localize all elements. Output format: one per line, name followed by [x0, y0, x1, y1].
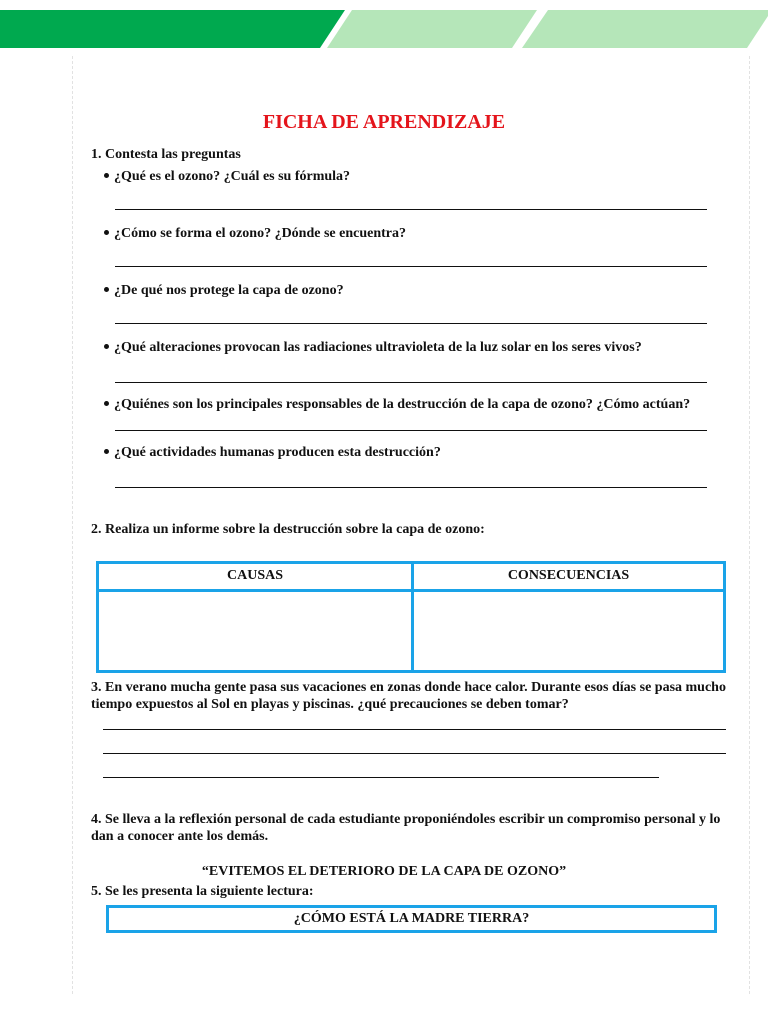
answer-line-2[interactable] — [115, 266, 707, 267]
question-2-text: ¿Cómo se forma el ozono? ¿Dónde se encuentra? — [114, 226, 407, 241]
answer-line-6[interactable] — [115, 487, 707, 488]
question-5-text: ¿Quiénes son los principales responsables de la destrucción de la capa de ozono? ¿Cómo actúan? — [114, 397, 691, 412]
question-5 — [104, 397, 690, 413]
bullet-icon — [104, 344, 109, 349]
question-6-text: ¿Qué actividades humanas producen esta destrucción? — [114, 445, 441, 460]
causes-consequences-table — [96, 561, 726, 673]
section1-heading: 1. Contesta las preguntas — [91, 147, 241, 162]
banner-stripe-dark — [0, 10, 345, 48]
section3-text: 3. En verano mucha gente pasa sus vacaciones en zonas donde hace calor. Durante esos días se pasa mucho tiempo expuestos al Sol en playas y piscinas. ¿qué precauciones se deben tomar? — [91, 680, 726, 712]
question-4 — [104, 340, 642, 356]
section4-text: 4. Se lleva a la reflexión personal de cada estudiante proponiéndoles escribir un compromiso personal y lo dan a conocer ante los demás. — [91, 812, 721, 844]
section2-heading: 2. Realiza un informe sobre la destrucción sobre la capa de ozono: — [91, 522, 485, 537]
answer-line-7[interactable] — [103, 729, 726, 730]
question-1-text: ¿Qué es el ozono? ¿Cuál es su fórmula? — [114, 169, 351, 184]
answer-line-5[interactable] — [115, 430, 707, 431]
banner-stripe-light-1 — [327, 10, 537, 48]
page-title: FICHA DE APRENDIZAJE — [262, 111, 506, 133]
table-header-causas: CAUSAS — [226, 568, 283, 583]
question-1 — [104, 169, 350, 185]
bullet-icon — [104, 401, 109, 406]
header-banner — [0, 0, 768, 56]
answer-line-1[interactable] — [115, 209, 707, 210]
answer-line-9[interactable] — [103, 777, 659, 778]
banner-stripe-light-2 — [522, 10, 768, 48]
bullet-icon — [104, 173, 109, 178]
reading-title-box: ¿CÓMO ESTÁ LA MADRE TIERRA? — [106, 905, 717, 933]
question-3-text: ¿De qué nos protege la capa de ozono? — [114, 283, 344, 298]
margin-guide-left — [72, 56, 73, 994]
bullet-icon — [104, 230, 109, 235]
table-header-divider — [99, 589, 723, 592]
question-6 — [104, 445, 441, 461]
question-2 — [104, 226, 406, 242]
slogan: “EVITEMOS EL DETERIORO DE LA CAPA DE OZONO” — [201, 864, 567, 879]
bullet-icon — [104, 449, 109, 454]
answer-line-3[interactable] — [115, 323, 707, 324]
section5-heading: 5. Se les presenta la siguiente lectura: — [91, 884, 314, 899]
answer-line-4[interactable] — [115, 382, 707, 383]
question-3 — [104, 283, 344, 299]
table-header-consecuencias: CONSECUENCIAS — [507, 568, 630, 583]
question-4-text: ¿Qué alteraciones provocan las radiaciones ultravioleta de la luz solar en los seres vivos? — [114, 340, 642, 355]
margin-guide-right — [749, 56, 750, 994]
answer-line-8[interactable] — [103, 753, 726, 754]
bullet-icon — [104, 287, 109, 292]
